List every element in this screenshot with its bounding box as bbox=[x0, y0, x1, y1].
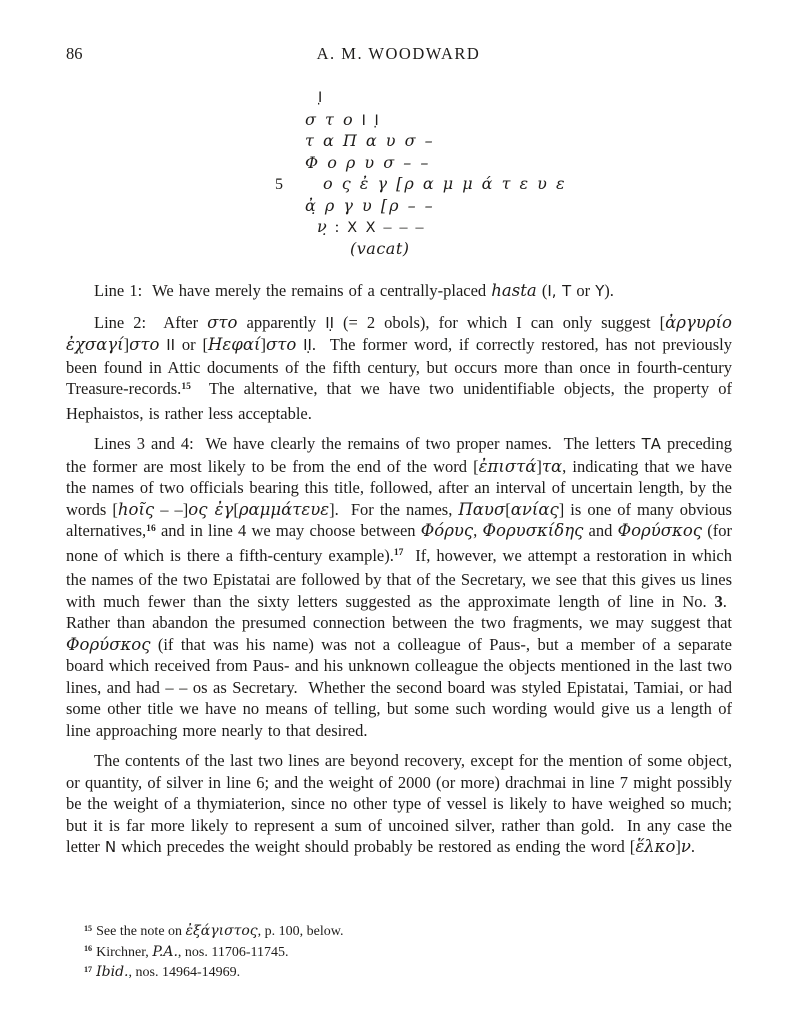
inscription-line-text: Φ ο ρ υ σ – – bbox=[305, 152, 431, 172]
paragraph: Line 2: After στο apparently ΙΙ̣ (= 2 obols), for which I can only suggest [ἀργυρίο ἐχσαγί]στο ΙΙ or [Ηεφαί]στο ΙΙ̣. The former word, if correctly restored, has not previously been found in Attic documents of the fifth century, but occurs more than once in fourth-century Treasure-records.$^{15}$ The alternative, that we have two unidentifiable objects, the property of Hephaistos, is rather less acceptable. bbox=[66, 312, 732, 423]
body-text bbox=[66, 280, 732, 859]
inscription-line bbox=[275, 238, 567, 260]
footnote-marker: 15 bbox=[84, 923, 93, 933]
inscription-line bbox=[275, 130, 567, 152]
paragraph: The contents of the last two lines are beyond recovery, except for the mention of some object, or quantity, of silver in line 6; and the weight of 2000 (or more) drachmai in line 7 might possibly be the weight of a thymiaterion, since no other type of vessel is likely to have weighed so much; but it is far more likely to represent a sum of uncoined silver, rather than gold. In any case the letter Ν which precedes the weight should probably be restored as ending the word [ἕλκο]ν. bbox=[66, 751, 732, 856]
footnotes bbox=[66, 922, 696, 984]
inscription-line bbox=[275, 216, 567, 238]
inscription-line-text: (vacat) bbox=[350, 238, 410, 258]
page-number: 86 bbox=[66, 44, 83, 63]
inscription-line-text: τ α Π α υ σ – bbox=[305, 131, 435, 150]
footnote-marker: 16 bbox=[84, 944, 93, 954]
inscription-line-text: σ τ ο Ι Ι̣ bbox=[305, 109, 381, 129]
running-head: A. M. WOODWARD bbox=[316, 44, 481, 63]
inscription-line bbox=[275, 173, 567, 195]
inscription-line-text: ο ς ἐ γ [ρ α μ μ ά τ ε υ ε bbox=[323, 174, 567, 193]
inscription-line-text: ν̣ : Χ Χ – – – bbox=[317, 217, 426, 236]
footnote: $^{16}$ Kirchner, P.A., nos. 11706-11745. bbox=[84, 943, 289, 960]
inscription-block bbox=[275, 87, 567, 259]
paragraph: Line 1: We have merely the remains of a centrally-placed hasta (Ι, Τ or Υ). bbox=[94, 281, 614, 300]
inscription-line bbox=[275, 87, 567, 109]
footnote: $^{15}$ See the note on ἐξάγιστος, p. 100, below. bbox=[84, 923, 344, 939]
inscription-line-text: Ι̣ bbox=[318, 90, 325, 106]
footnote-marker: 17 bbox=[84, 964, 93, 974]
paragraph: Lines 3 and 4: We have clearly the remains of two proper names. The letters ΤΑ preceding the former are most likely to be from the end of the word [ἐπιστά]τα, indicating that we have the names of two officials bearing this title, followed, after an interval of uncertain length, by the words [hοῖς – –]ος ἐγ[ραμμάτευε]. For the names, Παυσ[ανίας] is one of many obvious alternatives,$^{16}$ and in line 4 we may choose between Φόρυς, Φορυσκίδης and Φορύσκος (for none of which is there a fifth-century example).$^{17}$ If, however, we attempt a restoration in which the names of the two Epistatai are followed by that of the Secretary, we see that this gives us lines with much fewer than the sixty letters suggested as the approximate length of line in No. 3. Rather than abandon the presumed connection between the two fragments, we may suggest that Φορύσκος (if that was his name) was not a colleague of Paus-, but a member of a separate board which received from Paus- and his unknown colleague the objects mentioned in the last two lines, and had – – os as Secretary. Whether the second board was styled Epistatai, Tamiai, or had some other title we have no means of telling, but some such wording would give us a length of line approaching more nearly to that desired. bbox=[66, 434, 732, 740]
inscription-line bbox=[275, 152, 567, 174]
inscription-line bbox=[275, 109, 567, 131]
footnote: $^{17}$ Ibid., nos. 14964-14969. bbox=[84, 964, 241, 980]
inscription-line bbox=[275, 195, 567, 217]
inscription-line-number: 5 bbox=[275, 176, 283, 193]
inscription-line-text: ἀ̣ ρ γ υ [ρ – – bbox=[305, 195, 435, 215]
